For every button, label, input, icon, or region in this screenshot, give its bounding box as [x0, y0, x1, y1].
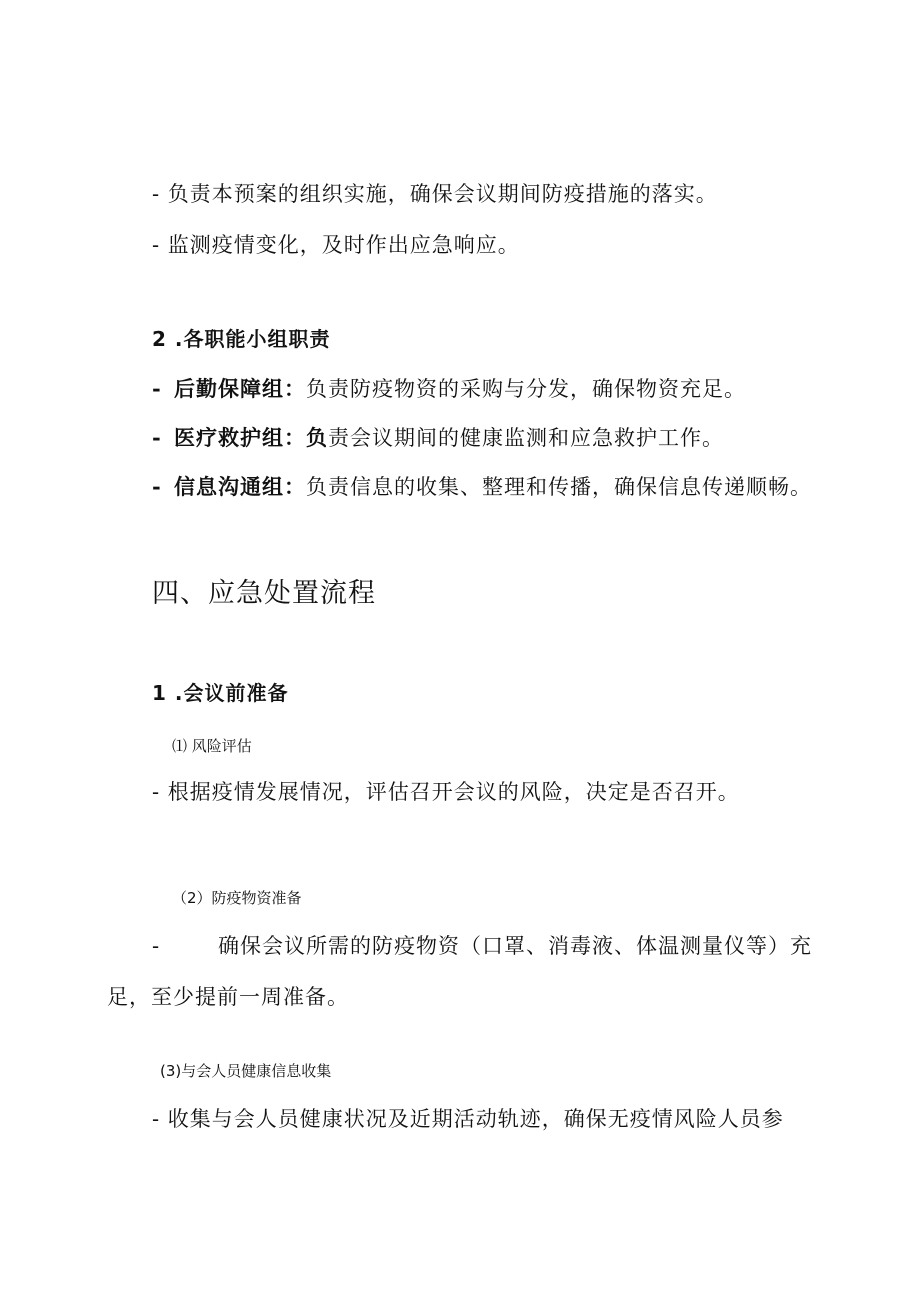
section2-heading: 2 .各职能小组职责: [152, 327, 331, 351]
chapter-title: 四、应急处置流程: [152, 578, 376, 609]
supplies-heading: （2）防疫物资准备: [172, 889, 302, 907]
risk-heading: ⑴ 风险评估: [172, 737, 252, 755]
group-label: 后勤保障组：: [174, 376, 306, 401]
health-text: - 收集与会人员健康状况及近期活动轨迹，确保无疫情风险人员参: [152, 1107, 784, 1131]
leader-duty-2: - 监测疫情变化，及时作出应急响应。: [152, 233, 520, 257]
supplies-line2: 足，至少提前一周准备。: [107, 985, 349, 1009]
list-item-logistics: [152, 373, 746, 403]
sub1-heading: 1 .会议前准备: [152, 681, 289, 705]
supplies-line1: [152, 930, 812, 960]
list-dash: -: [152, 425, 162, 450]
list-item-info: [152, 471, 812, 501]
group-duty: 责会议期间的健康监测和应急救护工作。: [328, 426, 724, 450]
list-dash: -: [152, 474, 162, 499]
group-duty: 负责信息的收集、整理和传播，确保信息传递顺畅。: [306, 475, 812, 499]
list-dash: -: [152, 934, 161, 958]
group-duty: 负责防疫物资的采购与分发，确保物资充足。: [306, 377, 746, 401]
health-heading: (3)与会人员健康信息收集: [160, 1062, 332, 1080]
risk-text: - 根据疫情发展情况，评估召开会议的风险，决定是否召开。: [152, 780, 740, 804]
supplies-text: 确保会议所需的防疫物资（口罩、消毒液、体温测量仪等）充: [218, 934, 812, 958]
group-label: 信息沟通组：: [174, 474, 306, 499]
leader-duty-1: - 负责本预案的组织实施，确保会议期间防疫措施的落实。: [152, 182, 718, 206]
list-dash: -: [152, 376, 162, 401]
group-label: 医疗救护组：负: [174, 425, 328, 450]
list-item-medical: [152, 422, 724, 452]
